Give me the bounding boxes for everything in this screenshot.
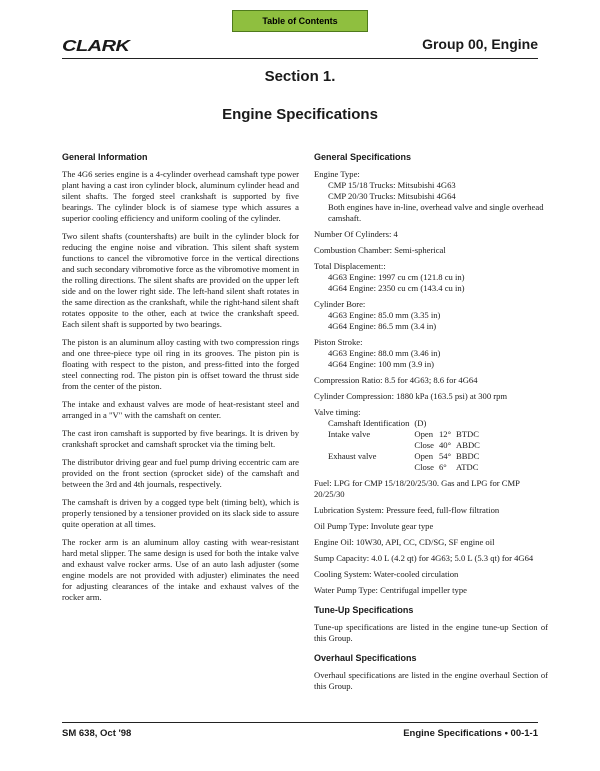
cooling-spec: Cooling System: Water-cooled circulation — [314, 569, 459, 579]
paragraph: The 4G6 series engine is a 4-cylinder overhead camshaft type power plant having a cast iron cylinder block, aluminum cylinder head and silent shafts. The forged steel crankshaft is supported by five bearings. The cylinder block is of siamese type which assures a superior cooling efficiency and uniform cooling of the cylinder. — [62, 169, 299, 223]
paragraph: The piston is an aluminum alloy casting with two compression rings and one three-piece type oil ring in its grooves. The piston pin is floating with respect to the piston, and press-fitted into the forged steel connecting rod. The piston pin is offset toward the thrust side from the center of the piston. — [62, 337, 299, 391]
table-row — [328, 451, 485, 462]
spec-line: 4G63 Engine: 85.0 mm (3.35 in) — [328, 310, 441, 320]
table-cell: Camshaft Identification — [328, 418, 410, 428]
table-cell: 40° — [438, 440, 451, 450]
spec-line: CMP 15/18 Trucks: Mitsubishi 4G63 — [328, 180, 456, 190]
left-column — [62, 152, 299, 610]
spec-line: 4G64 Engine: 2350 cu cm (143.4 cu in) — [328, 283, 465, 293]
group-title: Group 00, Engine — [422, 36, 538, 52]
table-cell — [328, 462, 414, 473]
table-row — [328, 418, 485, 429]
oil-pump-spec: Oil Pump Type: Involute gear type — [314, 521, 434, 531]
valve-timing-table — [328, 418, 485, 473]
valve-timing-spec — [314, 407, 548, 473]
table-cell: Exhaust valve — [328, 451, 377, 461]
spec-line: 4G64 Engine: 100 mm (3.9 in) — [328, 359, 434, 369]
spec-line: 4G63 Engine: 88.0 mm (3.46 in) — [328, 348, 441, 358]
paragraph: The camshaft is driven by a cogged type belt (timing belt), which is properly tensioned by a tensioner provided on its slack side to assure quite operation at all times. — [62, 497, 299, 529]
header-rule — [62, 58, 538, 59]
table-cell — [439, 418, 456, 429]
spec-label: Total Displacement:: — [314, 261, 386, 271]
table-row — [328, 429, 485, 440]
general-specifications-heading: General Specifications — [314, 152, 412, 162]
bore-spec — [314, 299, 548, 332]
table-row — [328, 440, 485, 451]
table-cell: BBDC — [456, 451, 480, 461]
cylinders-spec: Number Of Cylinders: 4 — [314, 229, 398, 239]
tuneup-text: Tune-up specifications are listed in the engine tune-up Section of this Group. — [314, 622, 548, 643]
paragraph: The intake and exhaust valves are mode of heat-resistant steel and arranged in a "V" with the camshaft on center. — [62, 399, 299, 420]
fuel-spec: Fuel: LPG for CMP 15/18/20/25/30. Gas and LPG for CMP 20/25/30 — [314, 478, 520, 499]
spec-line: CMP 20/30 Trucks: Mitsubishi 4G64 — [328, 191, 456, 201]
table-row — [328, 462, 485, 473]
table-cell: Intake valve — [328, 429, 371, 439]
clark-logo: CLARK — [62, 37, 130, 55]
spec-line: 4G63 Engine: 1997 cu cm (121.8 cu in) — [328, 272, 465, 282]
footer-page-ref: Engine Specifications • 00-1-1 — [403, 728, 538, 739]
page-title: Engine Specifications — [222, 106, 378, 123]
table-cell: Open — [414, 429, 434, 439]
spec-line: Both engines have in-line, overhead valve and single overhead camshaft. — [328, 202, 544, 223]
spec-line: 4G64 Engine: 86.5 mm (3.4 in) — [328, 321, 437, 331]
paragraph: The distributor driving gear and fuel pump driving eccentric cam are provided on the front section (sprocket side) of the camshaft and between the 3rd and 4th journals, respectively. — [62, 457, 299, 489]
table-cell: BTDC — [456, 429, 479, 439]
table-cell: ABDC — [456, 440, 480, 450]
table-cell: 6° — [438, 462, 447, 472]
water-pump-spec: Water Pump Type: Centrifugal impeller type — [314, 585, 467, 595]
paragraph: The rocker arm is an aluminum alloy casting with wear-resistant hard metal slipper. The same design is used for both the intake valve and exhaust valve rocker arms. Use of an auto lash adjuster (some engine models are not provided with adjuster) eliminates the need for adjusting clearances of the intake and exhaust valves of the rocker arm. — [62, 537, 299, 602]
table-of-contents-button[interactable]: Table of Contents — [232, 10, 368, 32]
displacement-spec — [314, 261, 548, 294]
footer-rule — [62, 722, 538, 723]
spec-label: Engine Type: — [314, 169, 360, 179]
stroke-spec — [314, 337, 548, 370]
table-cell — [328, 440, 414, 451]
sump-spec: Sump Capacity: 4.0 L (4.2 qt) for 4G63; 5.0 L (5.3 qt) for 4G64 — [314, 553, 534, 563]
cylinder-compression-spec: Cylinder Compression: 1880 kPa (163.5 psi) at 300 rpm — [314, 391, 508, 401]
section-number: Section 1. — [264, 68, 336, 85]
paragraph: Two silent shafts (countershafts) are built in the cylinder block for reducing the engine noise and vibration. This silent shaft system functions to cancel the vibromotive force in the vertical directions and such secondary vibromotive force as the vibromotive moment in the rolling directions. The silent shafts are provided on the upper left side and on the lower right side. The left-hand silent shaft rotates in the same direction as the crankshaft, while the right-hand silent shaft rotates opposite to the other, each at twice the crankshaft speed. Each silent shaft is supported by two bearings. — [62, 231, 299, 329]
right-column — [314, 152, 548, 699]
engine-oil-spec: Engine Oil: 10W30, API, CC, CD/SG, SF engine oil — [314, 537, 495, 547]
table-cell: Open — [414, 451, 434, 461]
table-cell: (D) — [414, 418, 427, 428]
lubrication-spec: Lubrication System: Pressure feed, full-flow filtration — [314, 505, 500, 515]
table-cell: ATDC — [456, 462, 479, 472]
paragraph: The cast iron camshaft is supported by five bearings. It is driven by crankshaft sprocket and camshaft sprocket via the timing belt. — [62, 428, 299, 449]
overhaul-heading: Overhaul Specifications — [314, 653, 417, 663]
footer-document-id: SM 638, Oct '98 — [62, 728, 132, 739]
spec-label: Piston Stroke: — [314, 337, 363, 347]
compression-ratio-spec: Compression Ratio: 8.5 for 4G63; 8.6 for 4G64 — [314, 375, 478, 385]
table-cell: 12° — [438, 429, 451, 439]
combustion-spec: Combustion Chamber: Semi-spherical — [314, 245, 446, 255]
table-cell: Close — [414, 462, 434, 472]
spec-label: Valve timing: — [314, 407, 361, 417]
spec-label: Cylinder Bore: — [314, 299, 366, 309]
overhaul-text: Overhaul specifications are listed in the engine overhaul Section of this Group. — [314, 670, 548, 691]
engine-type-spec — [314, 169, 548, 224]
tuneup-heading: Tune-Up Specifications — [314, 605, 414, 615]
table-cell: Close — [414, 440, 434, 450]
table-cell: 54° — [438, 451, 451, 461]
general-information-heading: General Information — [62, 152, 148, 162]
table-cell — [456, 418, 485, 429]
